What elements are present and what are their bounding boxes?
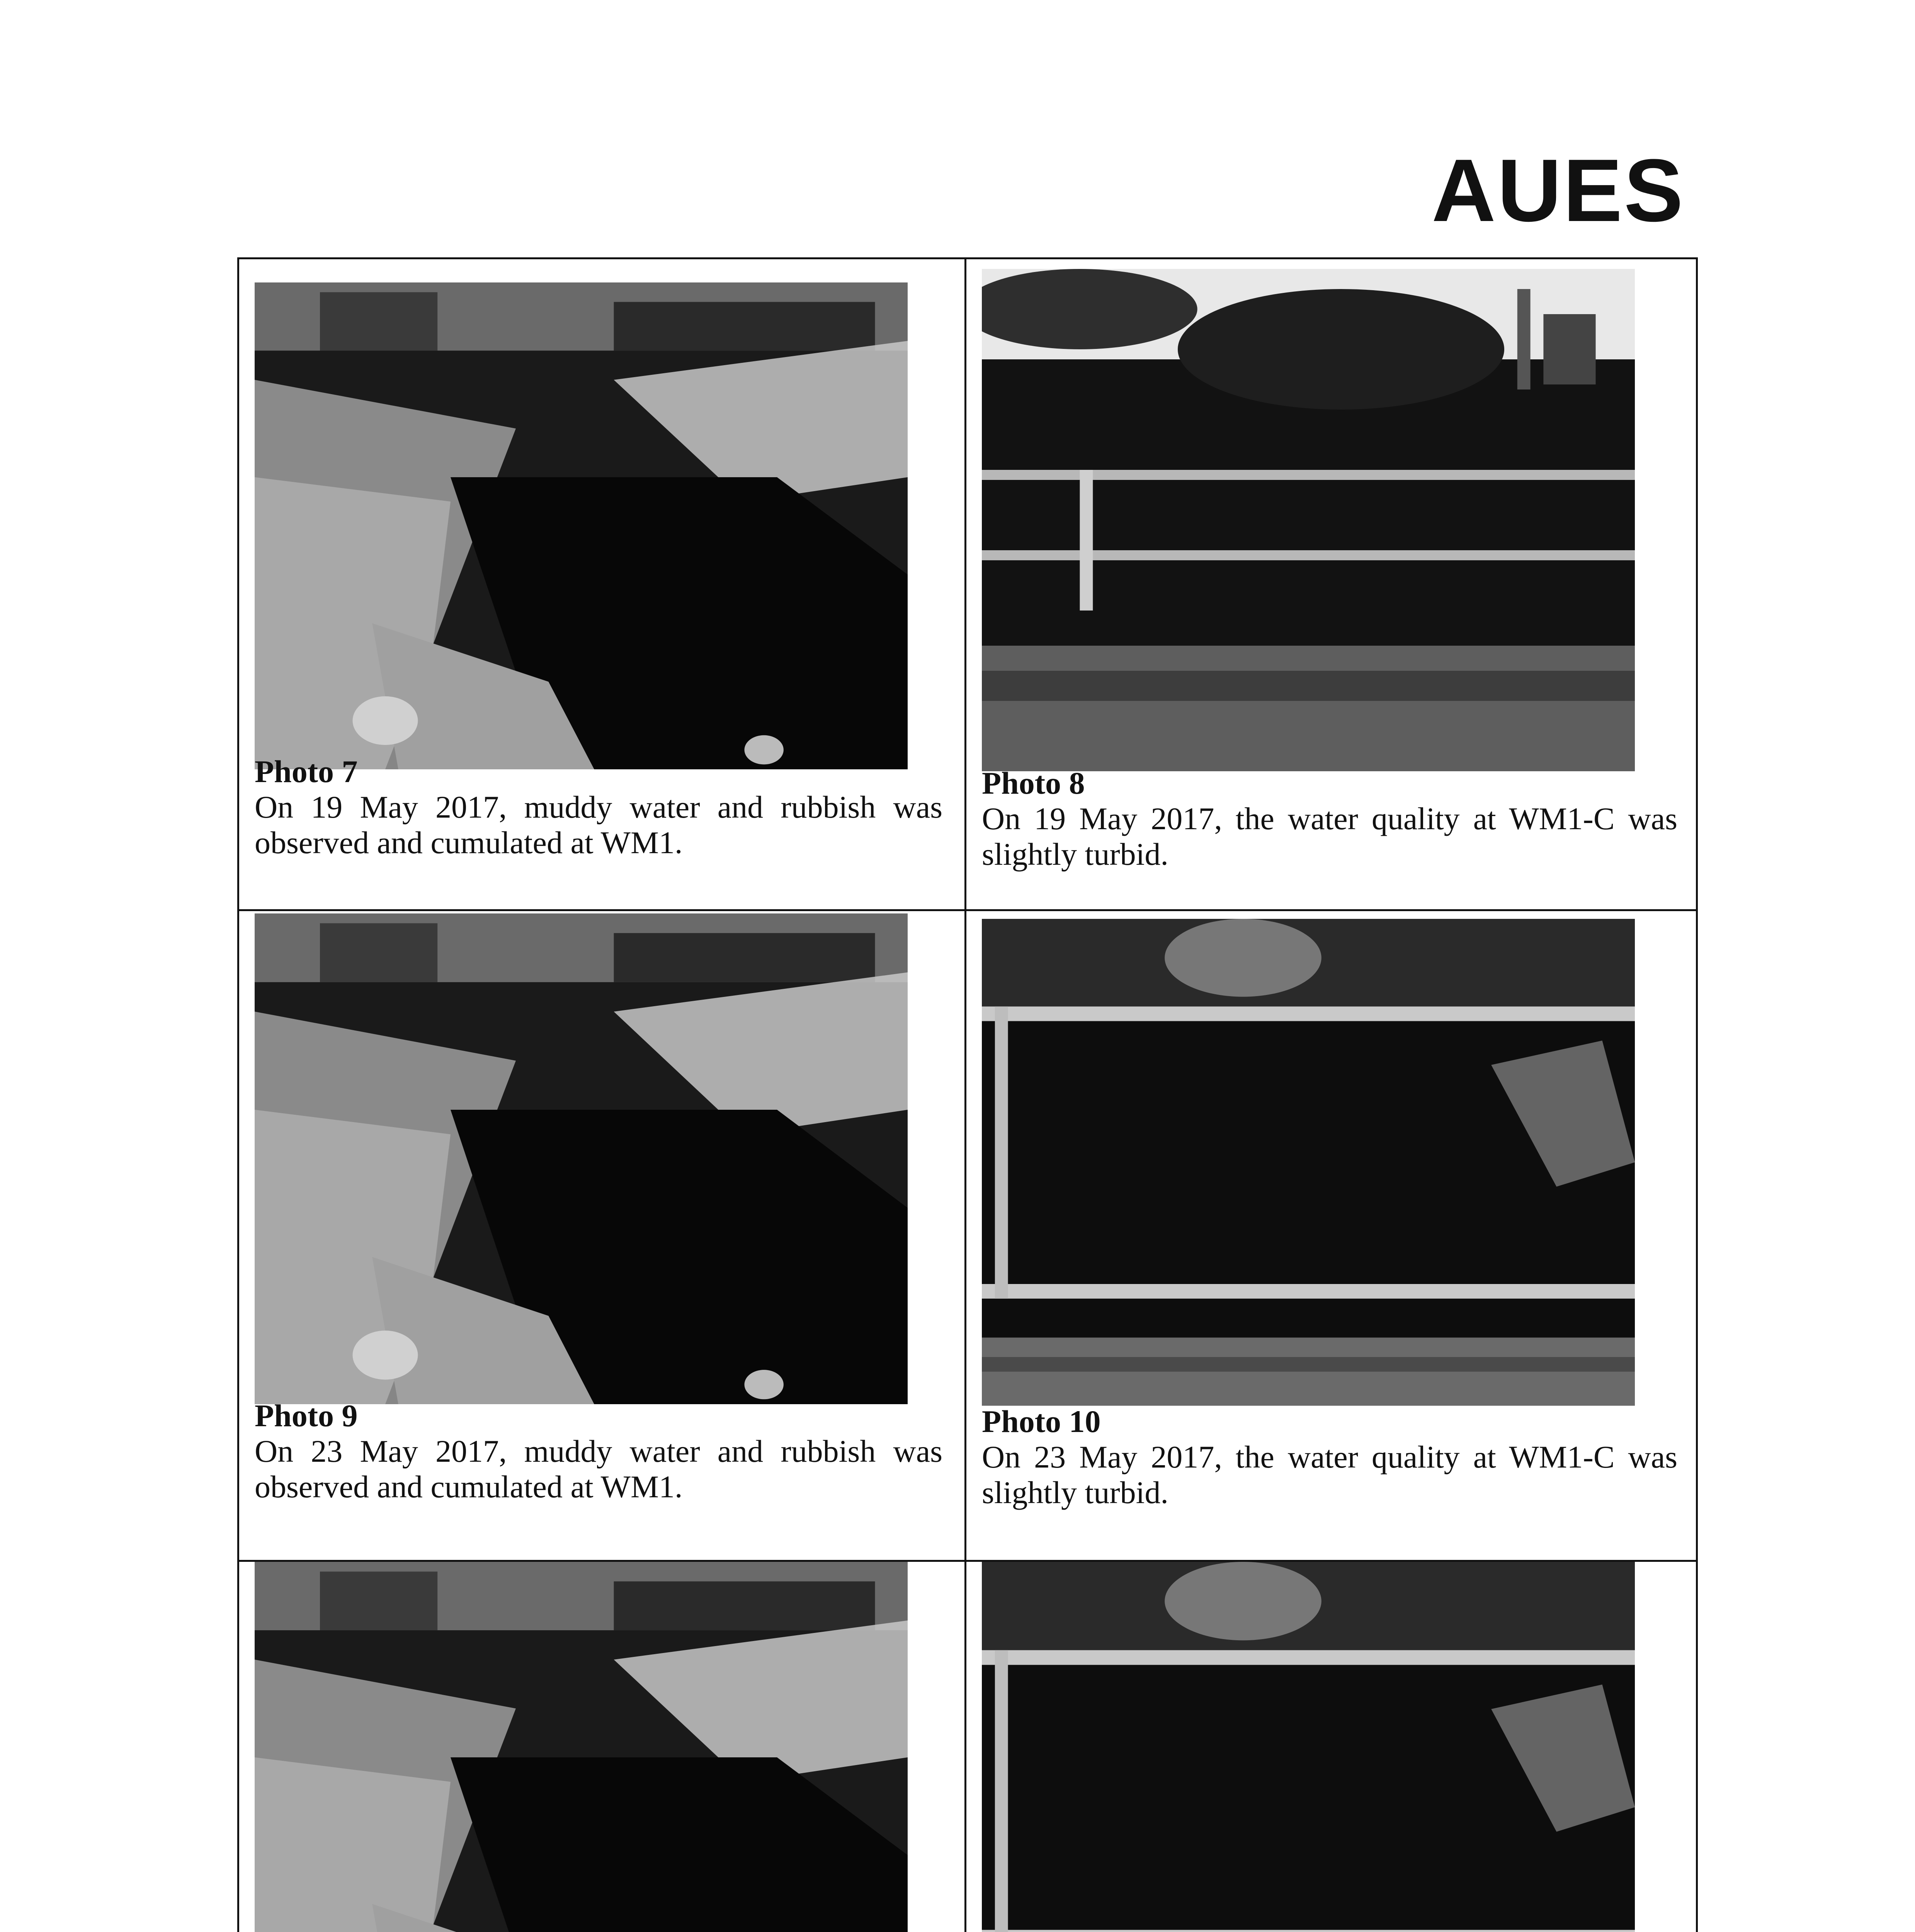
photo-8-image: [982, 269, 1635, 771]
photo-10-title: Photo 10: [982, 1404, 1101, 1439]
photo-8-description: On 19 May 2017, the water quality at WM1-C was slightly turbid.: [982, 801, 1677, 872]
photo-11-image: [255, 1562, 908, 1932]
photo-cell-11: [239, 1562, 964, 1932]
photo-cell-10: [966, 911, 1697, 1560]
photo-cell-12: [966, 1562, 1697, 1932]
photo-10-description: On 23 May 2017, the water quality at WM1-C was slightly turbid.: [982, 1439, 1677, 1510]
photo-9-description: On 23 May 2017, muddy water and rubbish was observed and cumulated at WM1.: [255, 1434, 942, 1504]
photo-9-caption: [255, 1398, 942, 1505]
photo-cell-9: [239, 911, 964, 1560]
photo-10-image: [982, 919, 1635, 1406]
photo-9-title: Photo 9: [255, 1398, 358, 1433]
photo-10-caption: [982, 1404, 1677, 1510]
photo-12-image: [982, 1562, 1635, 1932]
photo-8-caption: [982, 765, 1677, 872]
photo-7-caption: [255, 754, 942, 861]
photo-cell-8: [966, 259, 1697, 909]
photo-record-table: [237, 257, 1698, 1932]
photo-7-title: Photo 7: [255, 754, 358, 789]
photo-cell-7: [239, 259, 964, 909]
photo-7-description: On 19 May 2017, muddy water and rubbish was observed and cumulated at WM1.: [255, 789, 942, 860]
photo-9-image: [255, 913, 908, 1404]
photo-7-image: [255, 282, 908, 769]
company-logo: AUES: [1431, 141, 1685, 240]
photo-8-title: Photo 8: [982, 765, 1085, 801]
